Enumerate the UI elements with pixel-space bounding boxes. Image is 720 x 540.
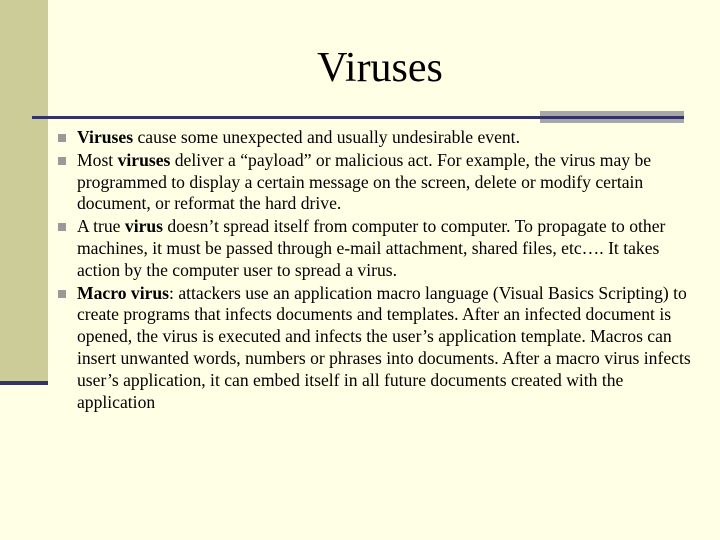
left-decor-bar	[0, 381, 48, 385]
bullet-item	[58, 283, 698, 414]
bullet-bold-term: Macro virus	[77, 282, 170, 303]
square-bullet-icon	[58, 157, 66, 165]
left-decor-strip	[0, 0, 48, 383]
bullet-bold-term: viruses	[117, 149, 171, 170]
bullet-text-prefix: A true	[77, 216, 125, 237]
bullet-text: deliver a “payload” or malicious act. For example, the virus may be programmed to display a certain message on the screen, delete or modify certain document, or reformat the hard drive.	[77, 149, 652, 214]
bullet-text-prefix: Most	[77, 149, 118, 170]
bullet-bold-term: virus	[124, 216, 164, 237]
bullet-list	[58, 127, 698, 414]
bullet-text: : attackers use an application macro language (Visual Basics Scripting) to create programs that infects documents and templates. After an infected document is opened, the virus is executed and infects the user’s application template. Macros can insert unwanted words, numbers or phrases into documents. After a macro virus infects user’s application, it can embed itself in all future documents created with the application	[77, 282, 691, 412]
bullet-text: doesn’t spread itself from computer to computer. To propagate to other machines, it must be passed through e-mail attachment, shared files, etc…. It takes action by the computer user to spread a virus.	[77, 216, 666, 280]
bullet-item	[58, 216, 698, 281]
square-bullet-icon	[58, 134, 66, 142]
title-rule-accent-line	[540, 116, 684, 119]
bullet-text: cause some unexpected and usually undesirable event.	[133, 127, 520, 147]
square-bullet-icon	[58, 223, 66, 231]
bullet-item	[58, 127, 698, 149]
square-bullet-icon	[58, 290, 66, 298]
slide-title: Viruses	[317, 45, 443, 91]
bullet-item	[58, 150, 698, 215]
bullet-bold-term: Viruses	[77, 127, 134, 147]
